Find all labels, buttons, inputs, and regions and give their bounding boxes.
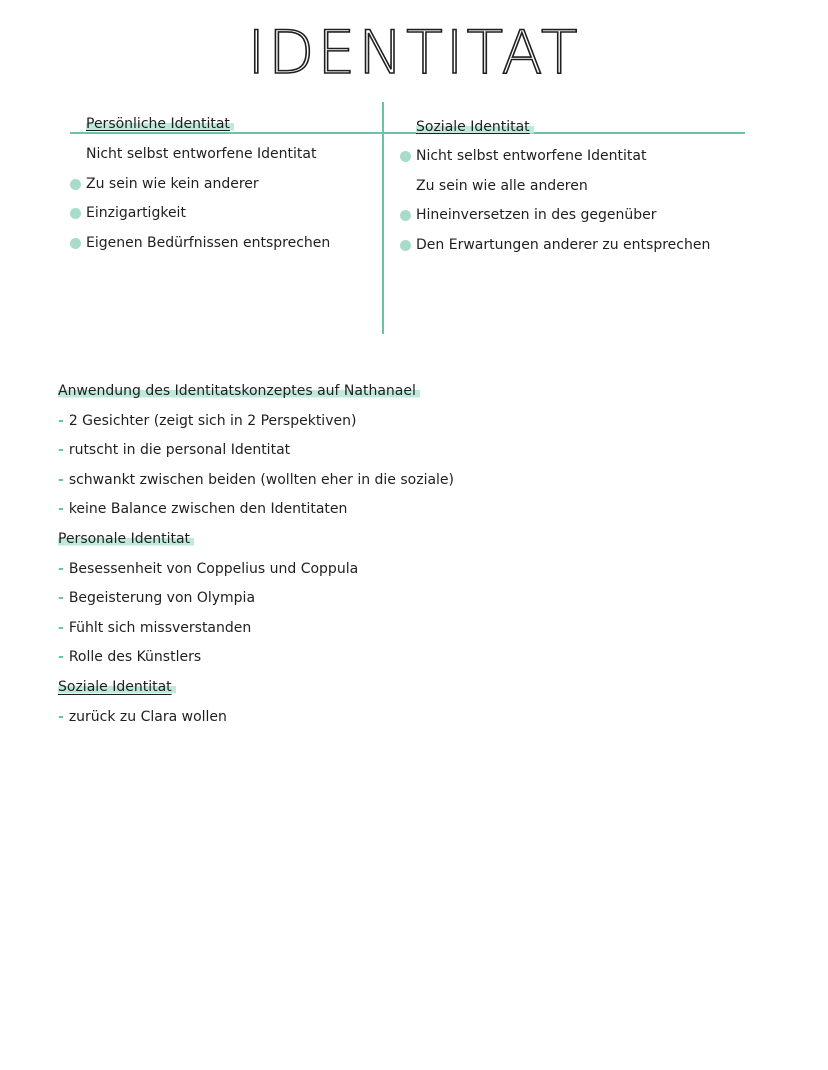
application-section	[58, 380, 558, 735]
list-item: Zu sein wie alle anderen	[416, 177, 588, 194]
left-column-list	[70, 144, 330, 262]
right-column-heading: Soziale Identitat	[416, 117, 534, 137]
list-item: - rutscht in die personal Identitat	[58, 442, 291, 459]
list-item: - 2 Gesichter (zeigt sich in 2 Perspektiven)	[58, 412, 357, 429]
right-column-list	[400, 146, 710, 264]
list-item: - Fühlt sich missverstanden	[58, 619, 252, 636]
personale-heading: Personale Identitat	[58, 528, 558, 558]
list-item: Nicht selbst entworfene Identitat	[86, 146, 317, 162]
list-item: Den Erwartungen anderer zu entsprechen	[400, 235, 710, 265]
list-item: Zu sein wie kein anderer	[70, 174, 330, 204]
list-item: - Rolle des Künstlers	[58, 649, 202, 666]
list-item: - zurück zu Clara wollen	[58, 708, 227, 725]
soziale-heading: Soziale Identitat	[58, 676, 558, 706]
list-item: - keine Balance zwischen den Identitaten	[58, 501, 348, 518]
column-divider-vertical	[382, 102, 384, 334]
list-item: - Begeisterung von Olympia	[58, 590, 256, 607]
page-title: IDENTITAT	[247, 18, 581, 88]
list-item: - schwankt zwischen beiden (wollten eher in die soziale)	[58, 471, 455, 488]
list-item: Einzigartigkeit	[70, 203, 330, 233]
left-column-heading: Persönliche Identitat	[86, 114, 234, 134]
list-item: Eigenen Bedürfnissen entsprechen	[70, 233, 330, 263]
list-item: - Besessenheit von Coppelius und Coppula	[58, 560, 359, 577]
application-heading: Anwendung des Identitatskonzeptes auf Nathanael	[58, 380, 558, 410]
list-item: Nicht selbst entworfene Identitat	[400, 146, 710, 176]
list-item: Hineinversetzen in des gegenüber	[400, 205, 710, 235]
